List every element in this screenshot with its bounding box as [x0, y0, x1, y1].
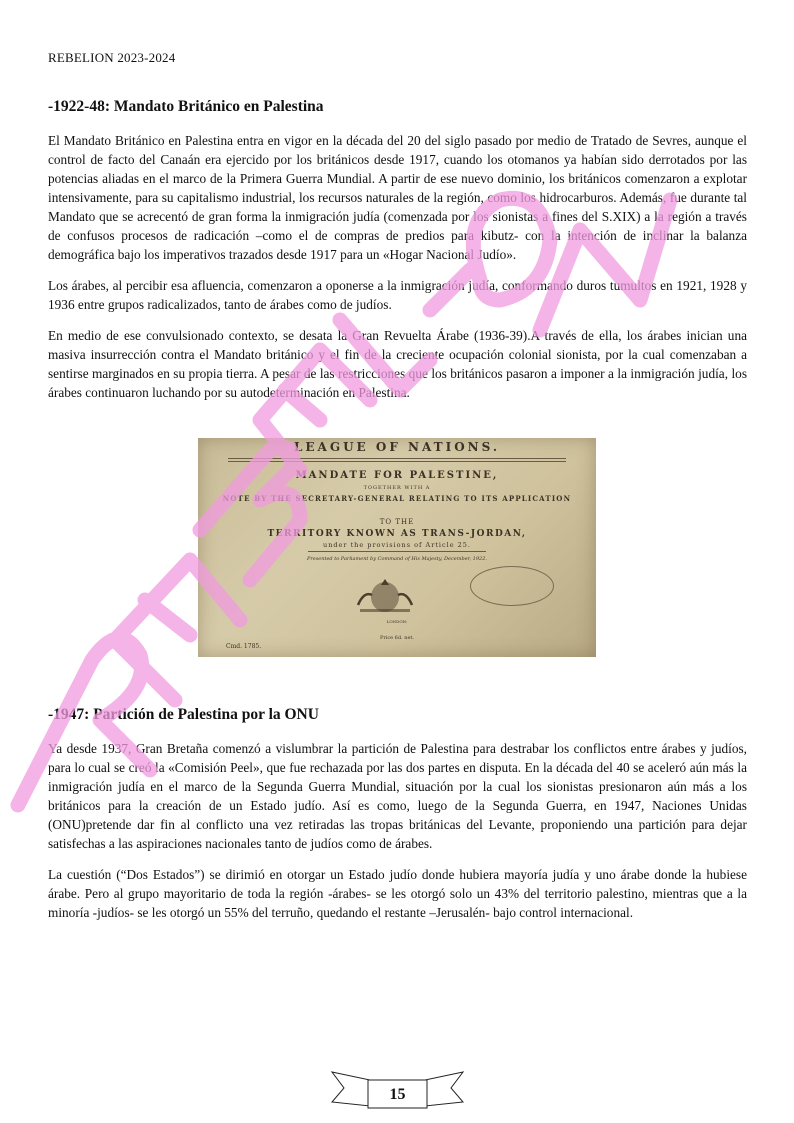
paragraph: Ya desde 1937, Gran Bretaña comenzó a vislumbrar la partición de Palestina para destrabar los conflictos entre árabes y judíos, para lo cual se creó la «Comisión Peel», que fue rechazada por las dos partes en disputa. En la década del 40 se aceleró aún más la inmigración judía en el marco de la Segunda Guerra Mundial, situación por la cual los sionistas presionaron aún más a los británicos para la creación de un Estado judío. Así es como, luego de la Segunda Guerra, en 1947, Naciones Unidas (ONU)pretende dar fin al conflicto una vez retiradas las tropas británicas del Levante, proponiendo una partición para dejar satisfechas a las aspiraciones nacionales tanto de judíos como de árabes. [48, 741, 747, 851]
image-text: Presented to Parliament by Command of His Majesty, December, 1922. [306, 556, 487, 562]
section-heading-particion: -1947: Partición de Palestina por la ONU [48, 706, 319, 723]
paragraph: Los árabes, al percibir esa afluencia, comenzaron a oponerse a la inmigración judía, conformando duros tumultos en 1921, 1928 y 1936 entre grupos radicalizados, tanto de árabes como de judíos. [48, 278, 747, 312]
image-text: TOGETHER WITH A [363, 485, 431, 491]
image-text: Cmd. 1785. [226, 643, 262, 650]
section-particion [48, 706, 747, 922]
page-number-badge [330, 1068, 465, 1110]
paragraph: La cuestión (“Dos Estados”) se dirimió en otorgar un Estado judío donde hubiera mayoría judía y uno árabe donde la hubiese árabe. Pero al grupo mayoritario de toda la región -árabes- se les otorgó solo un 43% del territorio palestino, mientras que a la minoría -judíos- se les otorgó un 55% del terruño, quedando el restante –Jerusalén- bajo control internacional. [48, 867, 747, 920]
divider [308, 551, 486, 552]
image-text: Price 6d. net. [379, 635, 415, 641]
paragraph: En medio de ese convulsionado contexto, se desata la Gran Revuelta Árabe (1936-39).A través de ella, los árabes inician una masiva insurrección contra el Mandato británico y el fin de la creciente ocupación colonial sionista, por la cual comenzaban a sentirse marginados en su propia tierra. A pesar de las restricciones que los británicos pasaron a imponer a la inmigración judía, los árabes continuaron luchando por su autodeterminación en Palestina. [48, 328, 747, 400]
image-title: LEAGUE OF NATIONS. [293, 440, 501, 454]
image-subtitle: MANDATE FOR PALESTINE, [295, 470, 499, 481]
image-text: under the provisions of Article 25. [323, 541, 471, 549]
image-text: NOTE BY THE SECRETARY-GENERAL RELATING TO ITS APPLICATION [222, 494, 572, 503]
image-text: LONDON: [386, 619, 408, 624]
image-text: TO THE [379, 518, 415, 526]
paragraph: El Mandato Británico en Palestina entra en vigor en la década del 20 del siglo pasado por medio de Tratado de Sevres, aunque el control de facto del Canaán era ejercido por los británicos desde 1917, cuando los otomanos ya habían sido derrotados por las potencias aliadas en el marco de la Primera Guerra Mundial. A partir de ese nuevo dominio, los británicos comenzaron a explotar intensivamente, para su capitalismo industrial, los recursos naturales de la región, como los hidrocarburos. Además, fue durante tal Mandato que se acrecentó de gran forma la inmigración judía (comenzada por los sionistas a fines del S.XIX) a la región a través de confusos procesos de radicación –como el de compras de predios para kibutz- con la intención de inclinar la balanza demográfica bajo los imperativos trazados desde 1917 para un «Hogar Nacional Judío». [48, 133, 747, 262]
library-stamp-icon [470, 566, 554, 606]
mandate-document-image [198, 438, 596, 657]
running-header: REBELION 2023-2024 [48, 50, 176, 65]
page-content [48, 98, 747, 934]
page-number: 15 [389, 1086, 406, 1103]
divider [228, 458, 566, 459]
royal-crest-icon [350, 575, 420, 615]
divider [228, 461, 566, 462]
image-text: TERRITORY KNOWN AS TRANS-JORDAN, [267, 529, 527, 539]
section-heading-mandato: -1922-48: Mandato Británico en Palestina [48, 98, 324, 115]
